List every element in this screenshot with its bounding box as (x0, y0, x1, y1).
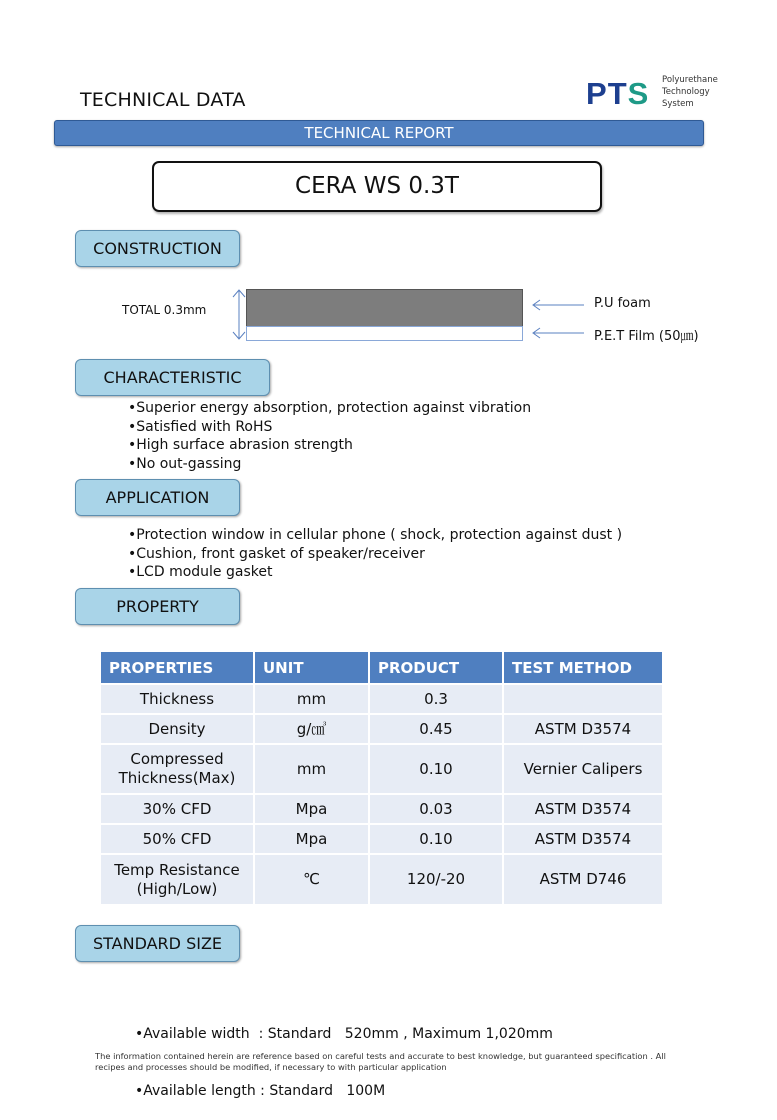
table-cell: ASTM D3574 (503, 714, 662, 744)
list-item: •Available length : Standard 100M (135, 1083, 386, 1099)
pu-foam-layer (246, 289, 523, 327)
document-title: TECHNICAL DATA (80, 89, 246, 111)
layer-pointer-arrows (530, 298, 586, 342)
table-cell: 120/-20 (369, 854, 503, 904)
column-header: TEST METHOD (503, 652, 662, 684)
table-cell: Thickness (101, 684, 254, 714)
table-cell: 50% CFD (101, 824, 254, 854)
section-property: PROPERTY (75, 588, 240, 625)
list-item: •Cushion, front gasket of speaker/receiver (128, 545, 425, 562)
table-cell: mm (254, 684, 369, 714)
table-cell: 0.45 (369, 714, 503, 744)
column-header: PRODUCT (369, 652, 503, 684)
layer-label-pet-film: P.E.T Film (50㎛) (594, 329, 699, 344)
table-cell: Mpa (254, 794, 369, 824)
table-row (101, 824, 662, 854)
product-name: CERA WS 0.3T (152, 161, 602, 212)
characteristic-list (128, 399, 531, 473)
section-construction: CONSTRUCTION (75, 230, 240, 267)
pet-film-layer (246, 326, 523, 341)
table-cell: Density (101, 714, 254, 744)
application-list (128, 526, 622, 582)
table-row (101, 854, 662, 904)
table-row (101, 744, 662, 794)
property-table (101, 652, 662, 904)
table-cell: ASTM D3574 (503, 794, 662, 824)
table-cell: mm (254, 744, 369, 794)
table-header-row (101, 652, 662, 684)
table-cell: ASTM D3574 (503, 824, 662, 854)
table-cell: Vernier Calipers (503, 744, 662, 794)
table-cell: 0.10 (369, 744, 503, 794)
table-cell (503, 684, 662, 714)
technical-report-banner: TECHNICAL REPORT (54, 120, 704, 146)
list-item: •Satisfied with RoHS (128, 418, 273, 435)
table-row (101, 684, 662, 714)
list-item: •High surface abrasion strength (128, 437, 353, 453)
table-cell: Mpa (254, 824, 369, 854)
section-standard-size: STANDARD SIZE (75, 925, 240, 962)
table-cell: ℃ (254, 854, 369, 904)
table-cell: 30% CFD (101, 794, 254, 824)
table-cell: g/㎤ (254, 714, 369, 744)
list-item: •Available width : Standard 520mm , Maximum 1,020mm (135, 1026, 553, 1042)
column-header: PROPERTIES (101, 652, 254, 684)
table-cell: Temp Resistance (High/Low) (101, 854, 254, 904)
logo-tagline: Polyurethane Technology System (662, 75, 718, 109)
section-application: APPLICATION (75, 479, 240, 516)
list-item: •No out-gassing (128, 455, 242, 472)
table-cell: 0.03 (369, 794, 503, 824)
list-item: •LCD module gasket (128, 564, 273, 580)
total-thickness-label: TOTAL 0.3mm (122, 303, 207, 317)
layer-label-pu-foam: P.U foam (594, 296, 651, 311)
section-characteristic: CHARACTERISTIC (75, 359, 270, 396)
table-cell: 0.3 (369, 684, 503, 714)
list-item: •Superior energy absorption, protection against vibration (128, 400, 532, 416)
logo-mark: PTS (586, 76, 650, 111)
column-header: UNIT (254, 652, 369, 684)
table-row (101, 714, 662, 744)
list-item: •Protection window in cellular phone ( shock, protection against dust ) (128, 527, 623, 543)
table-row (101, 794, 662, 824)
footer-disclaimer: The information contained herein are reference based on careful tests and accurate to best knowledge, but guaranteed specification . All recipes and processes should be modified, if necessary to with particular application (95, 1051, 666, 1072)
table-cell: 0.10 (369, 824, 503, 854)
table-cell: ASTM D746 (503, 854, 662, 904)
table-cell: Compressed Thickness(Max) (101, 744, 254, 794)
